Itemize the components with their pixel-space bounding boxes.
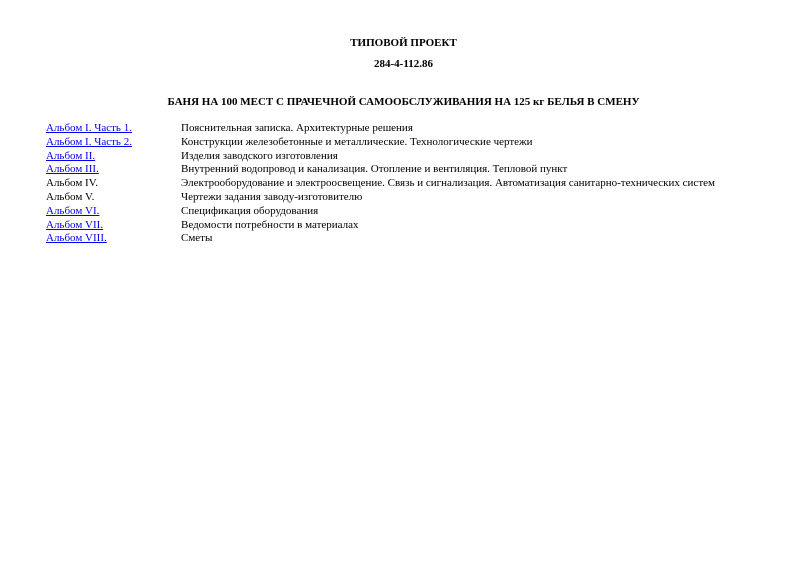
- album-description: Чертежи задания заводу-изготовителю: [181, 190, 363, 203]
- album-description: Изделия заводского изготовления: [181, 149, 338, 162]
- album-link[interactable]: Альбом II.: [46, 149, 96, 162]
- album-name-cell: [46, 177, 181, 191]
- album-row: [46, 150, 786, 164]
- album-link[interactable]: Альбом VIII.: [46, 232, 107, 245]
- album-link[interactable]: Альбом III.: [46, 163, 99, 176]
- album-description: Сметы: [181, 232, 213, 245]
- album-link[interactable]: Альбом I. Часть 1.: [46, 122, 132, 134]
- album-row: [46, 136, 786, 150]
- album-description: Конструкции железобетонные и металлические. Технологические чертежи: [181, 135, 533, 148]
- album-row: [46, 163, 786, 177]
- album-name-cell: [46, 205, 181, 219]
- project-subtitle: БАНЯ НА 100 МЕСТ С ПРАЧЕЧНОЙ САМООБСЛУЖИВАНИЯ НА 125 кг БЕЛЬЯ В СМЕНУ: [167, 96, 640, 108]
- album-description: Пояснительная записка. Архитектурные решения: [181, 122, 413, 134]
- album-name-cell: [46, 219, 181, 233]
- album-row: [46, 205, 786, 219]
- album-description: Спецификация оборудования: [181, 204, 319, 217]
- album-name: Альбом IV.: [46, 177, 98, 190]
- album-name-cell: [46, 191, 181, 205]
- album-name-cell: [46, 232, 181, 246]
- albums-table: [46, 122, 786, 246]
- album-row: [46, 177, 786, 191]
- album-row: [46, 232, 786, 246]
- album-link[interactable]: Альбом VII.: [46, 218, 104, 231]
- album-name-cell: [46, 163, 181, 177]
- album-name-cell: [46, 150, 181, 164]
- album-name-cell: [46, 136, 181, 150]
- album-description: Электрооборудование и электроосвещение. Связь и сигнализация. Автоматизация санитарно-технических систем: [181, 177, 715, 190]
- album-row: [46, 219, 786, 233]
- albums-list: [46, 122, 786, 246]
- album-row: [46, 122, 786, 136]
- album-link[interactable]: Альбом VI.: [46, 204, 100, 217]
- album-name-cell: [46, 122, 181, 136]
- album-row: [46, 191, 786, 205]
- album-description: Ведомости потребности в материалах: [181, 218, 359, 231]
- project-code: 284-4-112.86: [374, 58, 433, 70]
- album-name: Альбом V.: [46, 190, 95, 203]
- album-link[interactable]: Альбом I. Часть 2.: [46, 135, 132, 148]
- document-title: ТИПОВОЙ ПРОЕКТ: [350, 37, 457, 49]
- album-description: Внутренний водопровод и канализация. Отопление и вентиляция. Тепловой пункт: [181, 163, 568, 176]
